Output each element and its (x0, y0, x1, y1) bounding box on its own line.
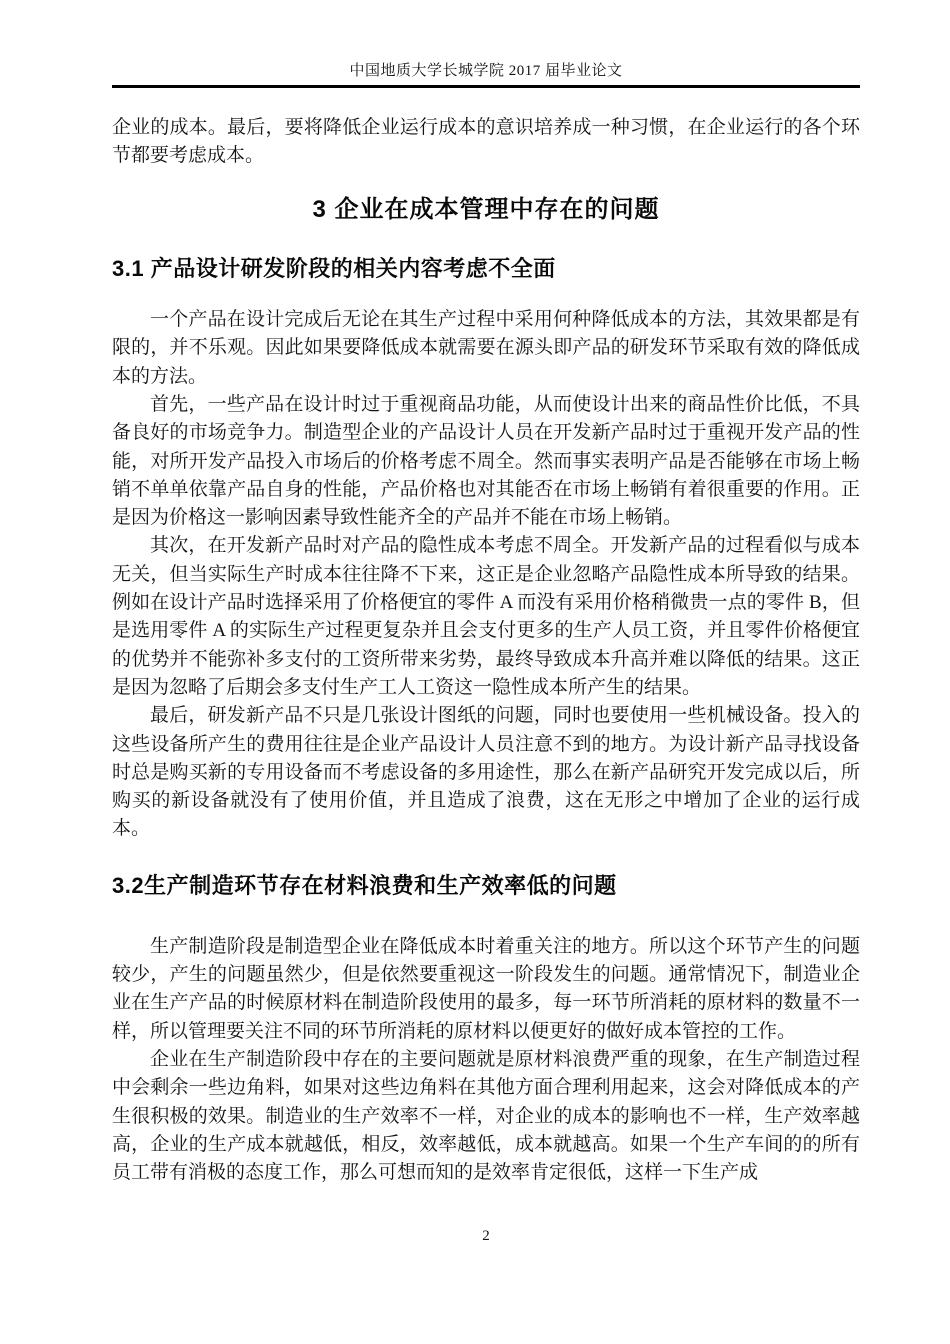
header-rule (112, 85, 860, 88)
section-3-1-paragraph-4: 最后，研发新产品不只是几张设计图纸的问题，同时也要使用一些机械设备。投入的这些设备所产生的费用往往是企业产品设计人员注意不到的地方。为设计新产品寻找设备时总是购买新的专用设备而不考虑设备的多用途性，那么在新产品研究开发完成以后，所购买的新设备就没有了使用价值，并且造成了浪费，这在无形之中增加了企业的运行成本。 (112, 705, 860, 840)
section-heading-3-2: 3.2生产制造环节存在材料浪费和生产效率低的问题 (112, 872, 617, 898)
section-3-2-paragraph-1: 生产制造阶段是制造型企业在降低成本时着重关注的地方。所以这个环节产生的问题较少，产生的问题虽然少，但是依然要重视这一阶段发生的问题。通常情况下，制造业企业在生产产品的时候原材料在制造阶段使用的最多，每一环节所消耗的原材料的数量不一样，所以管理要关注不同的环节所消耗的原材料以便更好的做好成本管控的工作。 (112, 935, 860, 1042)
page-content (112, 0, 860, 1187)
chapter-heading: 3 企业在成本管理中存在的问题 (312, 196, 660, 224)
running-header: 中国地质大学长城学院 2017 届毕业论文 (349, 63, 623, 79)
section-3-1-paragraph-3: 其次，在开发新产品时对产品的隐性成本考虑不周全。开发新产品的过程看似与成本无关，但当实际生产时成本往往降不下来，这正是企业忽略产品隐性成本所导致的结果。例如在设计产品时选择采用了价格便宜的零件 A 而没有采用价格稍微贵一点的零件 B，但是选用零件 A 的实际生产过程更复杂并且会支付更多的生产人员工资，并且零件价格便宜的优势并不能弥补多支付的工资所带来劣势，最终导致成本升高并难以降低的结果。这正是因为忽略了后期会多支付生产工人工资这一隐性成本所产生的结果。 (112, 535, 860, 698)
section-3-1-paragraph-1: 一个产品在设计完成后无论在其生产过程中采用何种降低成本的方法，其效果都是有限的，并不乐观。因此如果要降低成本就需要在源头即产品的研发环节采取有效的降低成本的方法。 (112, 309, 860, 387)
section-heading-3-1: 3.1 产品设计研发阶段的相关内容考虑不全面 (112, 256, 556, 282)
continuation-paragraph: 企业的成本。最后，要将降低企业运行成本的意识培养成一种习惯，在企业运行的各个环节都要考虑成本。 (112, 116, 860, 166)
section-3-1-paragraph-2: 首先，一些产品在设计时过于重视商品功能，从而使设计出来的商品性价比低，不具备良好的市场竞争力。制造型企业的产品设计人员在开发新产品时过于重视开发产品的性能，对所开发产品投入市场后的价格考虑不周全。然而事实表明产品是否能够在市场上畅销不单单依靠产品自身的性能，产品价格也对其能否在市场上畅销有着很重要的作用。正是因为价格这一影响因素导致性能齐全的产品并不能在市场上畅销。 (112, 393, 860, 529)
section-3-2-paragraph-2: 企业在生产制造阶段中存在的主要问题就是原材料浪费严重的现象，在生产制造过程中会剩余一些边角料，如果对这些边角料在其他方面合理利用起来，这会对降低成本的产生很积极的效果。制造业的生产效率不一样，对企业的成本的影响也不一样，生产效率越高，企业的生产成本就越低，相反，效率越低，成本就越高。如果一个生产车间的的所有员工带有消极的态度工作，那么可想而知的是效率肯定很低，这样一下生产成 (112, 1048, 860, 1184)
page-number: 2 (482, 1228, 490, 1244)
